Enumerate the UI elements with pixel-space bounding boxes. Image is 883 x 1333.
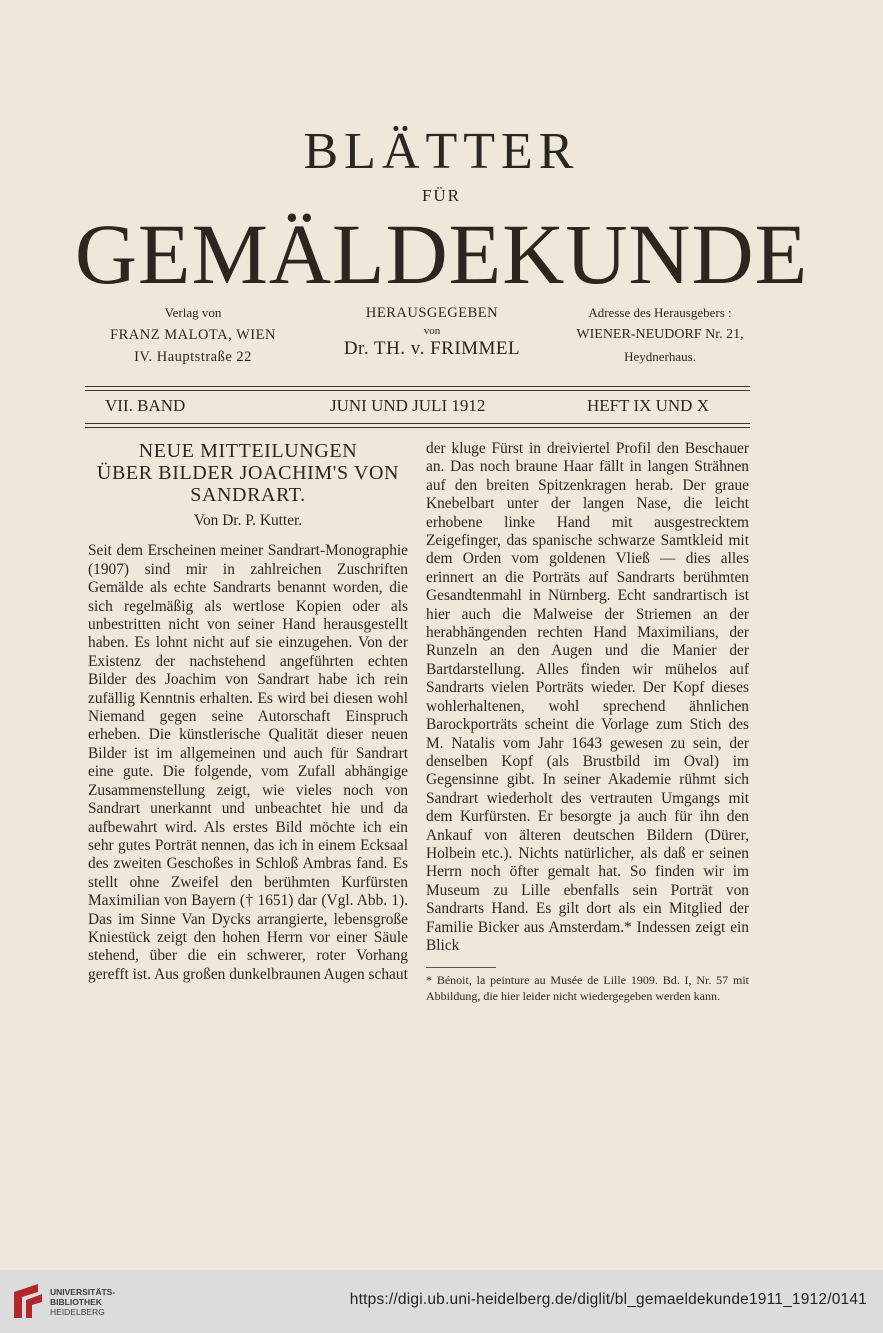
- library-name-line-2: BIBLIOTHEK: [50, 1297, 102, 1307]
- editor-block: [282, 302, 582, 360]
- masthead-line-3: GEMÄLDEKUNDE: [74, 206, 809, 302]
- article-title-line: SANDRART.: [190, 484, 306, 506]
- permalink-url[interactable]: https://digi.ub.uni-heidelberg.de/diglit/bl_gemaeldekunde1911_1912/0141: [349, 1291, 867, 1308]
- masthead-line-1: BLÄTTER: [303, 123, 580, 180]
- text-column-left: [88, 440, 408, 984]
- divider-bottom-2: [85, 427, 750, 428]
- editor-address-town: WIENER-NEUDORF Nr. 21,: [576, 327, 744, 342]
- divider-bottom-1: [85, 423, 750, 424]
- library-logo-icon: [8, 1280, 48, 1322]
- article-title: [88, 440, 408, 506]
- footnote: * Bénoit, la peinture au Musée de Lille 1909. Bd. I, Nr. 57 mit Abbildung, die hier leider nicht wiedergegeben werden kann.: [426, 973, 749, 1003]
- publisher-address: IV. Hauptstraße 22: [134, 349, 252, 365]
- footnote-divider: [426, 967, 496, 968]
- volume-label: VII. BAND: [105, 396, 186, 415]
- editor-name: Dr. TH. v. FRIMMEL: [343, 338, 521, 359]
- editor-von: von: [423, 325, 441, 337]
- masthead-line-2: FÜR: [421, 186, 462, 205]
- editor-label: HERAUSGEGEBEN: [365, 305, 499, 321]
- publisher-name: FRANZ MALOTA, WIEN: [110, 327, 276, 343]
- article-byline: Von Dr. P. Kutter.: [193, 512, 303, 529]
- publisher-label: Verlag von: [164, 305, 222, 320]
- library-name-line-3: HEIDELBERG: [50, 1307, 105, 1317]
- issue-number: HEFT IX UND X: [587, 396, 709, 415]
- editor-address-block: [540, 302, 780, 368]
- article-title-line: NEUE MITTEILUNGEN: [138, 440, 358, 462]
- body-text-left: Seit dem Erscheinen meiner Sandrart-Monographie (1907) sind mir in zahlreichen Zuschriften Gemälde als echte Sandrarts benannt worden, die sich regelmäßig als wertlose Kopien oder als unbestritten nicht von seiner Hand herausgestellt haben. Es lohnt nicht auf sie einzugehen. Von der Existenz der nachstehend angeführten echten Bilder des Joachim von Sandrart habe ich rein zufällig Kenntnis erhalten. Es wird bei diesen wohl Niemand gegen seine Autorschaft Einspruch erheben. Die künstlerische Qualität dieser neuen Bilder ist im allgemeinen und auch für Sandrart eine gute. Die folgende, vom Zufall abhängige Zusammenstellung zeigt, wie vieles noch von Sandrart unerkannt und unbeachtet hie und da aufbewahrt wird. Als erstes Bild möchte ich ein sehr gutes Porträt nennen, das ich in einem Ecksaal des zweiten Geschoßes in Schloß Ambras fand. Es stellt ohne Zweifel den berühmten Kurfürsten Maximilian von Bayern († 1651) dar (Vgl. Abb. 1). Das im Sinne Van Dycks arrangierte, lebensgroße Kniestück zeigt den hohen Herrn vor einer Säule stehend, über die ein schwerer, roter Vorhang gerefft ist. Aus großen dunkelbraunen Augen schaut: [88, 542, 408, 983]
- editor-address-house: Heydnerhaus.: [624, 349, 696, 364]
- body-text-right: der kluge Fürst in dreiviertel Profil den Beschauer an. Das noch braune Haar fällt in langen Strähnen auf den breiten Spitzenkragen herab. Der graue Knebelbart unter der langen Nase, die leicht erhobene linke Hand mit ausgestrecktem Zeigefinger, das spanische schwarze Samtkleid mit dem Orden vom goldenen Vließ — dies alles erinnert an die Porträts auf Sandrarts berühmten Gesandtenmahl in Nürnberg. Echt sandrartisch ist hier auch die Malweise der Striemen an der herabhängenden rechten Hand Maximilians, der Runzeln an den Augen und die Manier der Bartdarstellung. Alles finden wir mühelos auf Sandrarts vielen Porträts wieder. Der Kopf dieses wohlerhaltenen, wohl sprechend ähnlichen Barockporträts scheint die Vorlage zum Stich des M. Natalis vom Jahr 1643 gewesen zu sein, der denselben Kopf (als Brustbild im Oval) im Gegensinne gibt. In seiner Akademie rühmt sich Sandrart wiederholt des vertrauten Umgangs mit dem Kurfürsten. Er besorgte ja auch für ihn den Ankauf von älteren deutschen Bildern (Dürer, Holbein etc.). Nichts natürlicher, als daß er seinen Herrn noch öfter gemalt hat. So finden wir im Museum zu Lille ebenfalls sein Porträt von Sandrarts Hand. Es gilt dort als ein Mitglied der Familie Bicker aus Amsterdam.* Indessen zeigt ein Blick: [426, 440, 749, 954]
- text-column-right: [426, 440, 749, 1004]
- viewer-footer: [0, 1270, 883, 1333]
- issue-date: JUNI UND JULI 1912: [330, 396, 486, 415]
- library-name: [50, 1287, 115, 1317]
- article-title-line: ÜBER BILDER JOACHIM'S VON: [96, 462, 400, 484]
- editor-address-label: Adresse des Herausgebers :: [588, 305, 732, 320]
- publisher-block: [88, 302, 298, 368]
- divider-top-2: [85, 390, 750, 391]
- library-name-line-1: UNIVERSITÄTS-: [50, 1287, 116, 1297]
- divider-top-1: [85, 386, 750, 387]
